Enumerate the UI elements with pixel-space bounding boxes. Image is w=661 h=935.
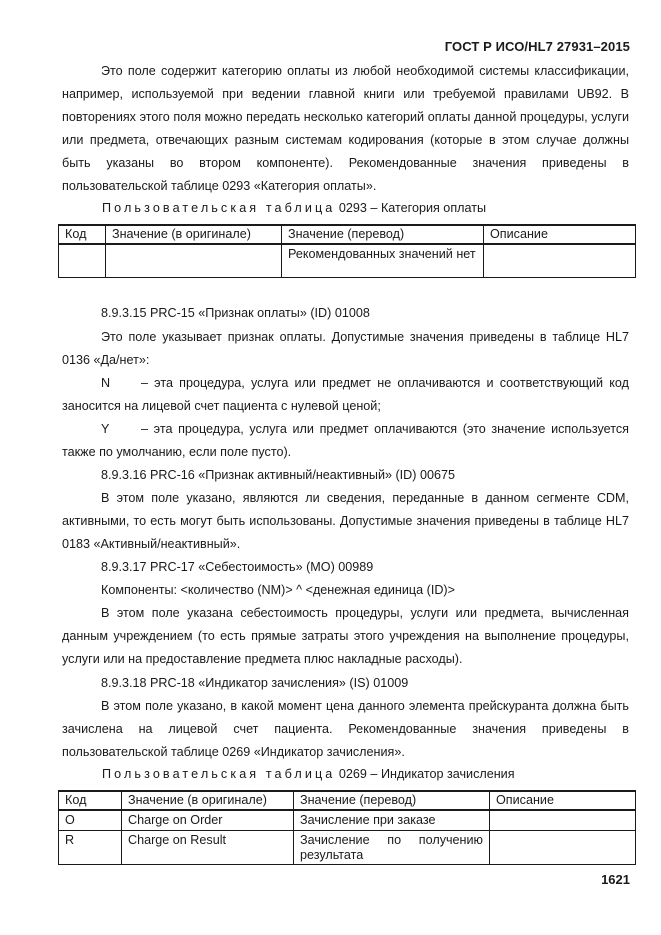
table-header-row — [59, 791, 636, 810]
header-cell-code: Код — [59, 791, 122, 810]
header-cell-original: Значение (в оригинале) — [122, 791, 294, 810]
table-0293-caption-spaced: Пользовательская таблица — [102, 201, 336, 215]
value-y-text: – эта процедура, услуга или предмет оплачиваются (это значение используется также по умолчанию, если поле пусто). — [62, 422, 629, 459]
header-cell-original: Значение (в оригинале) — [106, 225, 282, 244]
table-0293 — [58, 224, 636, 278]
header-cell-translation: Значение (перевод) — [294, 791, 490, 810]
cell-original — [106, 244, 282, 277]
page-number: 1621 — [601, 872, 630, 887]
table-0269-caption-spaced: Пользовательская таблица — [102, 767, 336, 781]
section-heading-prc18: 8.9.3.18 PRC-18 «Индикатор зачисления» (IS) 01009 — [101, 676, 409, 690]
header-cell-code: Код — [59, 225, 106, 244]
cell-translation: Рекомендованных значений нет — [282, 244, 484, 277]
cell-original: Charge on Order — [122, 810, 294, 830]
section-heading-prc15: 8.9.3.15 PRC-15 «Признак оплаты» (ID) 01008 — [101, 306, 370, 320]
cell-description — [484, 244, 636, 277]
paragraph-prc18: В этом поле указано, в какой момент цена данного элемента прейскуранта должна быть зачислена на лицевой счет пациента. Рекомендованные значения приведены в пользовательской таблице 0269 «Индикатор зачисления». — [62, 699, 629, 759]
table-row — [59, 244, 636, 277]
table-row — [59, 810, 636, 830]
value-n-text: – эта процедура, услуга или предмет не оплачиваются и соответствующий код заносится на лицевой счет пациента с нулевой ценой; — [62, 376, 629, 413]
cell-translation: Зачисление по получению результата — [294, 830, 490, 864]
table-row — [59, 830, 636, 864]
value-y-key: Y — [101, 422, 110, 436]
table-header-row — [59, 225, 636, 244]
header-cell-translation: Значение (перевод) — [282, 225, 484, 244]
header-cell-description: Описание — [484, 225, 636, 244]
table-0269-caption-rest: 0269 – Индикатор зачисления — [335, 767, 515, 781]
document-header: ГОСТ Р ИСО/HL7 27931–2015 — [444, 39, 630, 54]
cell-code: R — [59, 830, 122, 864]
cell-description — [490, 830, 636, 864]
table-0269 — [58, 790, 636, 865]
components-prc17: Компоненты: <количество (NM)> ^ <денежная единица (ID)> — [101, 583, 455, 597]
table-0269-caption — [102, 766, 515, 783]
paragraph-prc17: В этом поле указана себестоимость процедуры, услуги или предмета, вычисленная данным учреждением (то есть прямые затраты этого учреждения на выполнение процедуры, услуги или на предоставление предмета плюс накладные расходы). — [62, 606, 629, 666]
paragraph-prc16: В этом поле указано, являются ли сведения, переданные в данном сегменте CDM, активными, то есть могут быть использованы. Допустимые значения приведены в таблице HL7 0183 «Активный/неактивный». — [62, 491, 629, 551]
cell-code — [59, 244, 106, 277]
paragraph-category-description: Это поле содержит категорию оплаты из любой необходимой системы классификации, например, используемой при ведении главной книги или требуемой правилами UB92. В повторениях этого поля можно передать несколько категорий оплаты данной процедуры, услуги или предмета, отвечающих разным системам кодирования (которые в этом случае должны быть указаны во втором компоненте). Рекомендованные значения приведены в пользовательской таблице 0293 «Категория оплаты». — [62, 64, 629, 193]
paragraph-prc15: Это поле указывает признак оплаты. Допустимые значения приведены в таблице HL7 0136 «Да/нет»: — [62, 330, 629, 367]
cell-description — [490, 810, 636, 830]
cell-translation: Зачисление при заказе — [294, 810, 490, 830]
section-heading-prc17: 8.9.3.17 PRC-17 «Себестоимость» (MO) 00989 — [101, 560, 374, 574]
value-n-item — [62, 372, 629, 418]
header-cell-description: Описание — [490, 791, 636, 810]
cell-code: O — [59, 810, 122, 830]
value-n-key: N — [101, 376, 111, 390]
table-0293-caption-rest: 0293 – Категория оплаты — [335, 201, 487, 215]
cell-original: Charge on Result — [122, 830, 294, 864]
section-heading-prc16: 8.9.3.16 PRC-16 «Признак активный/неактивный» (ID) 00675 — [101, 468, 455, 482]
value-y-item — [62, 418, 629, 464]
table-0293-caption — [102, 200, 486, 217]
